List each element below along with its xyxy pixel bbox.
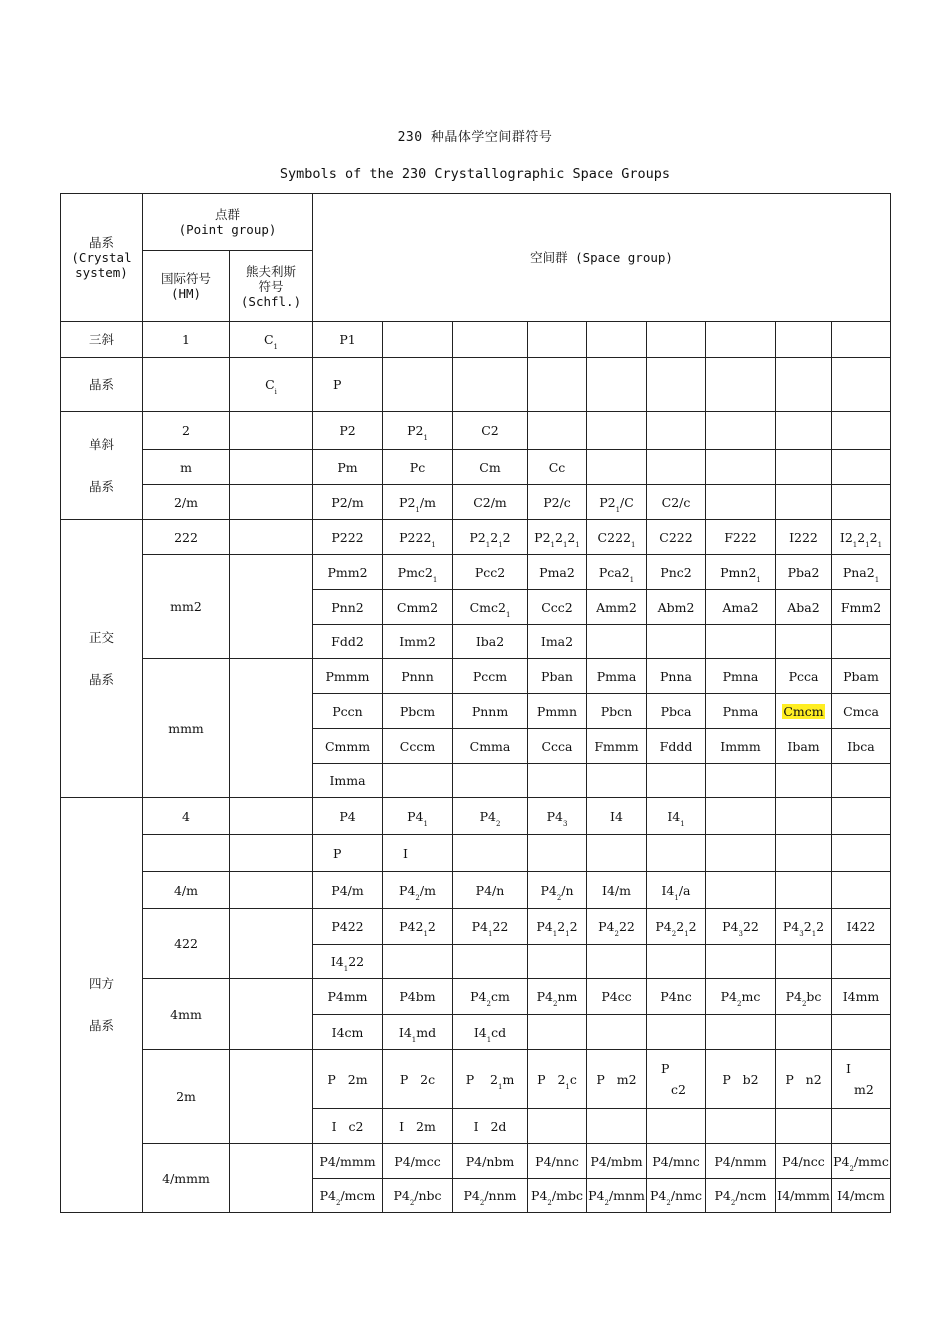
space-group-cell: $P2_1/C$ — [587, 485, 647, 520]
space-group-cell: $I4_1$ — [647, 798, 706, 835]
space-group-cell: P c2 — [647, 1050, 706, 1109]
space-group-cell: P n2 — [776, 1050, 832, 1109]
system-monoclinic-label-2: 晶系 — [88, 478, 114, 494]
space-group-cell: P4bm — [383, 979, 453, 1015]
space-group-cell: P m2 — [587, 1050, 647, 1109]
space-group-cell: $P4_2$/nnm — [453, 1179, 528, 1213]
space-group-cell: Pnc2 — [647, 555, 706, 590]
space-group-cell: $P4_122$ — [453, 909, 528, 945]
space-group-cell: Abm2 — [647, 590, 706, 625]
space-group-cell: Iba2 — [453, 625, 528, 659]
space-group-cell: $I4_1cd$ — [453, 1015, 528, 1050]
space-group-cell: $Pmn2_1$ — [706, 555, 776, 590]
space-group-cell: Pbam — [832, 659, 891, 694]
title-english: Symbols of the 230 Crystallographic Space Groups — [279, 166, 671, 182]
system-triclinic-label-1: 三斜 — [61, 322, 143, 358]
space-group-cell: I 2d — [453, 1109, 528, 1144]
space-group-cell: $P4_32_12$ — [776, 909, 832, 945]
space-group-cell: $Pna2_1$ — [832, 555, 891, 590]
system-orthorhombic — [61, 520, 143, 798]
space-group-cell: Ibca — [832, 729, 891, 764]
space-group-cell: I — [383, 835, 453, 872]
space-group-cell: $P4_2$/nmc — [647, 1179, 706, 1213]
space-group-cell: Pmna — [706, 659, 776, 694]
space-group-cell: P422 — [313, 909, 383, 945]
space-group-cell: I4 — [587, 798, 647, 835]
space-group-cell: P4/m — [313, 872, 383, 909]
space-group-cell: Fddd — [647, 729, 706, 764]
space-group-cell: F222 — [706, 520, 776, 555]
space-group-cell: Pcc2 — [453, 555, 528, 590]
space-group-cell: Fdd2 — [313, 625, 383, 659]
space-group-cell: $P4_2bc$ — [776, 979, 832, 1015]
system-triclinic-label-2: 晶系 — [61, 358, 143, 412]
schfl-cell: $C_1$ — [230, 322, 313, 358]
space-group-cell: $P2_1/m$ — [383, 485, 453, 520]
space-group-cell: Pm — [313, 450, 383, 485]
header-point-group-en: (Point group) — [178, 222, 277, 237]
space-group-cell: Pmm2 — [313, 555, 383, 590]
hm-cell: 2 — [143, 412, 230, 450]
space-group-cell: $P2_1$ — [383, 412, 453, 450]
system-tetragonal — [61, 798, 143, 1213]
space-group-cell: $P4_2mc$ — [706, 979, 776, 1015]
space-group-cell: P4/mnc — [647, 1144, 706, 1179]
space-group-cell: Cccm — [383, 729, 453, 764]
space-group-cell: Cm — [453, 450, 528, 485]
space-group-cell: Pnma — [706, 694, 776, 729]
space-group-cell: Immm — [706, 729, 776, 764]
system-monoclinic — [61, 412, 143, 520]
space-group-cell: Pbca — [647, 694, 706, 729]
space-group-cell: $P4_2$/nbc — [383, 1179, 453, 1213]
space-group-cell: P $2_1m$ — [453, 1050, 528, 1109]
header-crystal-system-cn: 晶系 — [88, 235, 114, 250]
hm-cell: 4mm — [143, 979, 230, 1050]
hm-cell: mmm — [143, 659, 230, 798]
hm-cell: 4/m — [143, 872, 230, 909]
space-group-cell: Pnn2 — [313, 590, 383, 625]
space-group-cell: Pc — [383, 450, 453, 485]
hm-cell: 1 — [143, 322, 230, 358]
space-group-cell: $P2_12_12$ — [453, 520, 528, 555]
space-group-table — [60, 193, 891, 1213]
space-group-cell: Pbcn — [587, 694, 647, 729]
space-group-cell: $I4_1/a$ — [647, 872, 706, 909]
hm-cell: 2/m — [143, 485, 230, 520]
space-group-cell: I4/mcm — [832, 1179, 891, 1213]
header-hm-en: (HM) — [170, 286, 202, 301]
space-group-cell: P4 — [313, 798, 383, 835]
space-group-cell: Imm2 — [383, 625, 453, 659]
space-group-cell-highlighted — [776, 694, 832, 729]
header-schfl-cn2: 符号 — [258, 278, 284, 294]
space-group-cell: $I2_12_12_1$ — [832, 520, 891, 555]
space-group-cell: Cmma — [453, 729, 528, 764]
header-point-group-cn: 点群 — [214, 207, 240, 222]
space-group-cell: Pnnn — [383, 659, 453, 694]
space-group-cell: P $2_1c$ — [528, 1050, 587, 1109]
hm-cell: mm2 — [143, 555, 230, 659]
space-group-cell: $P4_12_12$ — [528, 909, 587, 945]
space-group-cell: Ama2 — [706, 590, 776, 625]
space-group-cell: P4nc — [647, 979, 706, 1015]
space-group-cell: Pnna — [647, 659, 706, 694]
space-group-cell: $C222_1$ — [587, 520, 647, 555]
header-crystal-system — [61, 194, 143, 322]
space-group-cell: P4cc — [587, 979, 647, 1015]
space-group-cell: Pccm — [453, 659, 528, 694]
header-hm — [143, 251, 230, 322]
space-group-cell: P222 — [313, 520, 383, 555]
header-point-group — [143, 194, 313, 251]
space-group-cell: P4/mcc — [383, 1144, 453, 1179]
system-monoclinic-label-1: 单斜 — [88, 436, 114, 452]
header-space-group: 空间群 (Space group) — [313, 194, 891, 322]
hm-cell: 422 — [143, 909, 230, 979]
space-group-cell: P — [313, 358, 383, 412]
space-group-cell: P2 — [313, 412, 383, 450]
space-group-cell: C2/c — [647, 485, 706, 520]
header-schfl-en: (Schfl.) — [240, 293, 302, 309]
space-group-cell: $I4_122$ — [313, 945, 383, 979]
space-group-cell: $P4_2$/mbc — [528, 1179, 587, 1213]
highlight-mark: Cmcm — [783, 703, 824, 719]
space-group-cell: P4/mbm — [587, 1144, 647, 1179]
space-group-cell: I4/mmm — [776, 1179, 832, 1213]
space-group-cell: Ccca — [528, 729, 587, 764]
space-group-cell: $P4_2$/mmc — [832, 1144, 891, 1179]
space-group-cell: $I4_1md$ — [383, 1015, 453, 1050]
space-group-cell: $P4_3$ — [528, 798, 587, 835]
space-group-cell: $P4_222$ — [587, 909, 647, 945]
space-group-cell: P4/nmm — [706, 1144, 776, 1179]
space-group-cell: P4/ncc — [776, 1144, 832, 1179]
space-group-cell: $P4_2/n$ — [528, 872, 587, 909]
space-group-cell: Cmmm — [313, 729, 383, 764]
hm-cell — [143, 358, 230, 412]
space-group-cell: P2/c — [528, 485, 587, 520]
space-group-cell: Cmm2 — [383, 590, 453, 625]
space-group-cell: C2/m — [453, 485, 528, 520]
space-group-cell: C222 — [647, 520, 706, 555]
space-group-cell: I c2 — [313, 1109, 383, 1144]
space-group-cell: $P2_12_12_1$ — [528, 520, 587, 555]
space-group-cell: P4mm — [313, 979, 383, 1015]
space-group-cell: $P4_2$/mcm — [313, 1179, 383, 1213]
space-group-cell: Pcca — [776, 659, 832, 694]
space-group-cell: $P222_1$ — [383, 520, 453, 555]
space-group-cell: $P4_2$ — [453, 798, 528, 835]
space-group-cell: Pbcm — [383, 694, 453, 729]
title-chinese: 230 种晶体学空间群符号 — [397, 130, 553, 145]
hm-cell: 2m — [143, 1050, 230, 1144]
space-group-cell: I422 — [832, 909, 891, 945]
space-group-cell: Ima2 — [528, 625, 587, 659]
space-group-cell: P b2 — [706, 1050, 776, 1109]
space-group-cell: I222 — [776, 520, 832, 555]
space-group-cell: Amm2 — [587, 590, 647, 625]
space-group-cell: Fmmm — [587, 729, 647, 764]
system-orthorhombic-label-2: 晶系 — [88, 671, 114, 687]
space-group-cell: P4/nnc — [528, 1144, 587, 1179]
space-group-cell: Cc — [528, 450, 587, 485]
space-group-cell: P 2m — [313, 1050, 383, 1109]
system-tetragonal-label-1: 四方 — [88, 976, 114, 991]
space-group-cell: Pmmn — [528, 694, 587, 729]
space-group-cell: $Pca2_1$ — [587, 555, 647, 590]
space-group-cell: Aba2 — [776, 590, 832, 625]
space-group-cell: P4/n — [453, 872, 528, 909]
space-group-cell: Fmm2 — [832, 590, 891, 625]
space-group-cell: P — [313, 835, 383, 872]
space-group-cell: Pccn — [313, 694, 383, 729]
hm-cell: 4 — [143, 798, 230, 835]
header-schfl-cn1: 熊夫利斯 — [245, 263, 296, 279]
space-group-cell: $P4_2/m$ — [383, 872, 453, 909]
space-group-cell: I4/m — [587, 872, 647, 909]
space-group-cell: $P4_322$ — [706, 909, 776, 945]
space-group-cell: C2 — [453, 412, 528, 450]
space-group-cell: I4mm — [832, 979, 891, 1015]
space-group-cell: Pba2 — [776, 555, 832, 590]
hm-cell: 222 — [143, 520, 230, 555]
hm-cell: m — [143, 450, 230, 485]
system-tetragonal-label-2: 晶系 — [88, 1018, 114, 1033]
header-crystal-system-en2: system) — [75, 265, 128, 280]
space-group-cell: $Pmc2_1$ — [383, 555, 453, 590]
schfl-cell: $C_i$ — [230, 358, 313, 412]
space-group-cell: P2/m — [313, 485, 383, 520]
space-group-cell: $P4_2nm$ — [528, 979, 587, 1015]
space-group-cell: I 2m — [383, 1109, 453, 1144]
space-group-cell: P 2c — [383, 1050, 453, 1109]
space-group-cell: P4/mmm — [313, 1144, 383, 1179]
header-hm-cn: 国际符号 — [160, 271, 211, 286]
header-crystal-system-en1: (Crystal — [71, 250, 132, 265]
space-group-cell: Pban — [528, 659, 587, 694]
space-group-cell: $P4_1$ — [383, 798, 453, 835]
space-group-cell: Ibam — [776, 729, 832, 764]
space-group-cell: P1 — [313, 322, 383, 358]
space-group-cell: $Cmc2_1$ — [453, 590, 528, 625]
space-group-cell: $P4_2cm$ — [453, 979, 528, 1015]
space-group-cell: Pmmm — [313, 659, 383, 694]
space-group-cell: I4cm — [313, 1015, 383, 1050]
space-group-cell: Pma2 — [528, 555, 587, 590]
space-group-cell: $P4_2$/ncm — [706, 1179, 776, 1213]
header-schfl — [230, 251, 313, 322]
space-group-cell: Imma — [313, 764, 383, 798]
space-group-cell: $P4_22_12$ — [647, 909, 706, 945]
hm-cell: 4/mmm — [143, 1144, 230, 1213]
space-group-cell: P4/nbm — [453, 1144, 528, 1179]
space-group-cell: $P4_2$/mnm — [587, 1179, 647, 1213]
system-orthorhombic-label-1: 正交 — [88, 629, 114, 645]
space-group-cell: $P42_12$ — [383, 909, 453, 945]
space-group-cell: Pmma — [587, 659, 647, 694]
space-group-cell: I m2 — [832, 1050, 891, 1109]
space-group-cell: Ccc2 — [528, 590, 587, 625]
space-group-cell: Pnnm — [453, 694, 528, 729]
space-group-cell: Cmca — [832, 694, 891, 729]
